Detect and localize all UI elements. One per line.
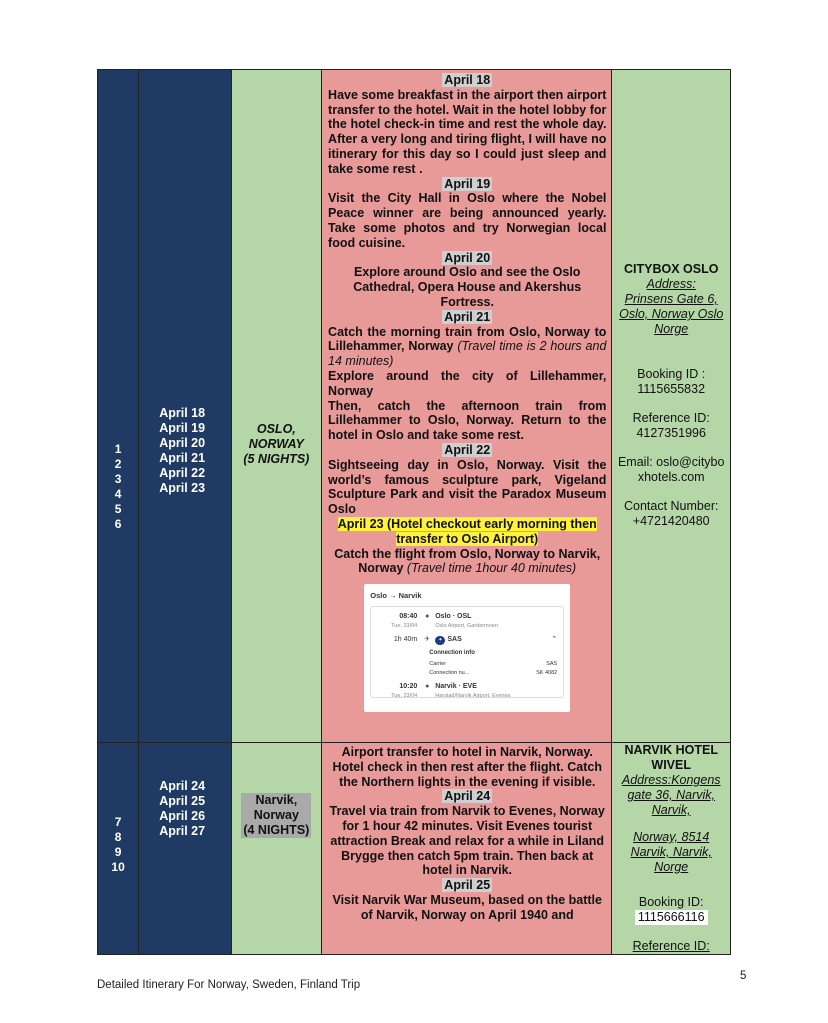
- booking-id: Booking ID : 1115655832: [637, 367, 706, 396]
- reference-id-label: Reference ID:: [632, 939, 710, 953]
- activity-text: Sightseeing day in Oslo, Norway. Visit the world’s famous sculpture park, Vigeland Sculpture Park and visit the Paradox Museum Oslo: [328, 457, 607, 517]
- day-numbers-cell: [98, 743, 139, 955]
- table-row: [98, 743, 731, 955]
- activity-text: Visit Narvik War Museum, based on the battle of Narvik, Norway on April 1940 and: [332, 892, 602, 922]
- booking-id: 1115666116: [635, 910, 708, 925]
- day-number: 8: [114, 830, 122, 844]
- flight-duration: 1h 40m: [393, 636, 418, 644]
- hotel-name: CITYBOX OSLO: [623, 262, 719, 276]
- activities-cell: [322, 70, 612, 743]
- plane-icon: ✈: [424, 636, 431, 644]
- date: April 26: [159, 809, 206, 823]
- travel-note: (Travel time is 2 hours and 14 minutes): [328, 339, 607, 369]
- itinerary-table: [97, 69, 731, 955]
- carrier-row: Carrier SAS: [429, 661, 558, 668]
- activity-text: Airport transfer to hotel in Narvik, Norway. Hotel check in then rest after the flight. Catch the Northern lights in the evening if visible.: [332, 745, 602, 789]
- date: April 21: [159, 451, 206, 465]
- flight-route: Oslo → Narvik: [370, 591, 422, 601]
- activity-text: Explore around the city of Lillehammer, Norway: [328, 368, 607, 398]
- day-number: 3: [114, 472, 122, 486]
- chevron-up-icon: ⌃: [551, 636, 558, 644]
- location-nights: (5 NIGHTS): [243, 452, 310, 466]
- day-number: 5: [114, 502, 122, 516]
- page-number: 5: [740, 970, 747, 982]
- day-heading: April 24: [444, 789, 491, 804]
- location-country: NORWAY: [248, 437, 304, 451]
- booking-id-label: Booking ID:: [638, 895, 704, 909]
- arrival-station: Narvik · EVE: [435, 683, 477, 691]
- day-heading: April 19: [444, 176, 491, 191]
- day-number: 4: [114, 487, 122, 501]
- hotel-cell: [612, 743, 731, 955]
- date: April 24: [159, 779, 206, 793]
- airline-name: SAS: [447, 636, 462, 644]
- date: April 22: [159, 466, 206, 480]
- page-footer: Detailed Itinerary For Norway, Sweden, Finland Trip: [97, 979, 361, 991]
- day-number: 2: [114, 457, 122, 471]
- highlighted-heading: April 23 (Hotel checkout early morning then transfer to Oslo Airport): [337, 516, 597, 546]
- arrival-airport: Harstad/Narvik Airport, Evenes: [435, 693, 511, 700]
- hotel-email: Email: oslo@cityboxhotels.com: [617, 455, 725, 484]
- date: April 25: [159, 794, 206, 808]
- day-numbers-cell: [98, 70, 139, 743]
- location-cell: [231, 70, 321, 743]
- day-number: 6: [114, 517, 122, 531]
- day-heading: April 20: [444, 250, 491, 265]
- flight-screenshot: [364, 584, 570, 712]
- date: April 23: [159, 481, 206, 495]
- table-row: [98, 70, 731, 743]
- location-country: Norway: [253, 808, 299, 822]
- airline-logo: ✦: [435, 636, 445, 645]
- day-number: 1: [114, 442, 122, 456]
- departure-date: Tue, 23/04: [391, 623, 418, 630]
- activity-text: Visit the City Hall in Oslo where the Nobel Peace winner are being announced yearly. Take some photos and try Norwegian local food cuisine.: [328, 191, 607, 250]
- date: April 19: [159, 421, 206, 435]
- hotel-address: Address:Kongens gate 36, Narvik, Narvik,: [621, 773, 721, 817]
- day-heading: April 22: [444, 442, 491, 457]
- departure-time: 08:40: [399, 613, 418, 621]
- location-cell: [231, 743, 321, 955]
- departure-dot-icon: ●: [425, 613, 430, 621]
- activity-text: Explore around Oslo and see the Oslo Cathedral, Opera House and Akershus Fortress.: [353, 265, 582, 309]
- location-nights: (4 NIGHTS): [243, 823, 310, 837]
- date: April 18: [159, 406, 206, 420]
- connection-info-label: Connection info: [429, 650, 475, 657]
- location-city: Narvik,: [255, 793, 298, 807]
- hotel-address-label: Address:: [646, 277, 696, 291]
- day-number: 7: [114, 815, 122, 829]
- departure-station: Oslo · OSL: [435, 613, 472, 621]
- activity-text: Then, catch the afternoon train from Lillehammer to Oslo, Norway. Return to the hotel in Oslo and take some rest.: [328, 398, 607, 443]
- activity-text: Catch the morning train from Oslo, Norway to Lillehammer, Norway (Travel time is 2 hours and 14 minutes): [328, 324, 607, 369]
- hotel-cell: [612, 70, 731, 743]
- arrival-dot-icon: ●: [425, 683, 430, 691]
- day-heading: April 18: [444, 73, 491, 87]
- activities-cell: [322, 743, 612, 955]
- travel-note: (Travel time 1hour 40 minutes): [406, 561, 577, 576]
- dates-cell: [139, 70, 231, 743]
- reference-id: Reference ID: 4127351996: [632, 411, 710, 440]
- departure-airport: Oslo Airport, Gardermoen: [435, 623, 498, 630]
- hotel-address: Prinsens Gate 6, Oslo, Norway Oslo Norge: [619, 292, 724, 336]
- connection-row: Connection nu... SK 4082: [429, 670, 558, 677]
- day-number: 10: [111, 860, 125, 874]
- activity-text: Travel via train from Narvik to Evenes, Norway for 1 hour 42 minutes. Visit Evenes tourist attraction Break and relax for a while in Liland Brygge then catch 5pm train. Then back at hotel in Narvik.: [329, 804, 605, 878]
- date: April 27: [159, 824, 206, 838]
- date: April 20: [159, 436, 206, 450]
- flight-card: [370, 606, 564, 698]
- day-heading: April 25: [444, 878, 491, 893]
- activity-text: Catch the flight from Oslo, Norway to Narvik, Norway (Travel time 1hour 40 minutes): [334, 546, 601, 576]
- arrival-time: 10:20: [399, 683, 418, 691]
- activity-text: Have some breakfast in the airport then airport transfer to the hotel. Wait in the hotel lobby for the hotel check-in time and rest the whole day. After a very long and tiring flight, I will have no itinerary for this day so I could just sleep and take some rest .: [328, 87, 607, 176]
- dates-cell: [139, 743, 231, 955]
- day-heading: April 21: [444, 309, 491, 324]
- day-number: 9: [114, 845, 122, 859]
- hotel-address: Norway, 8514 Narvik, Narvik, Norge: [630, 830, 712, 874]
- contact-number: Contact Number: +4721420480: [623, 499, 719, 528]
- location-city: OSLO,: [256, 422, 296, 436]
- arrival-date: Tue, 23/04: [391, 693, 418, 700]
- hotel-name: NARVIK HOTEL WIVEL: [624, 743, 718, 772]
